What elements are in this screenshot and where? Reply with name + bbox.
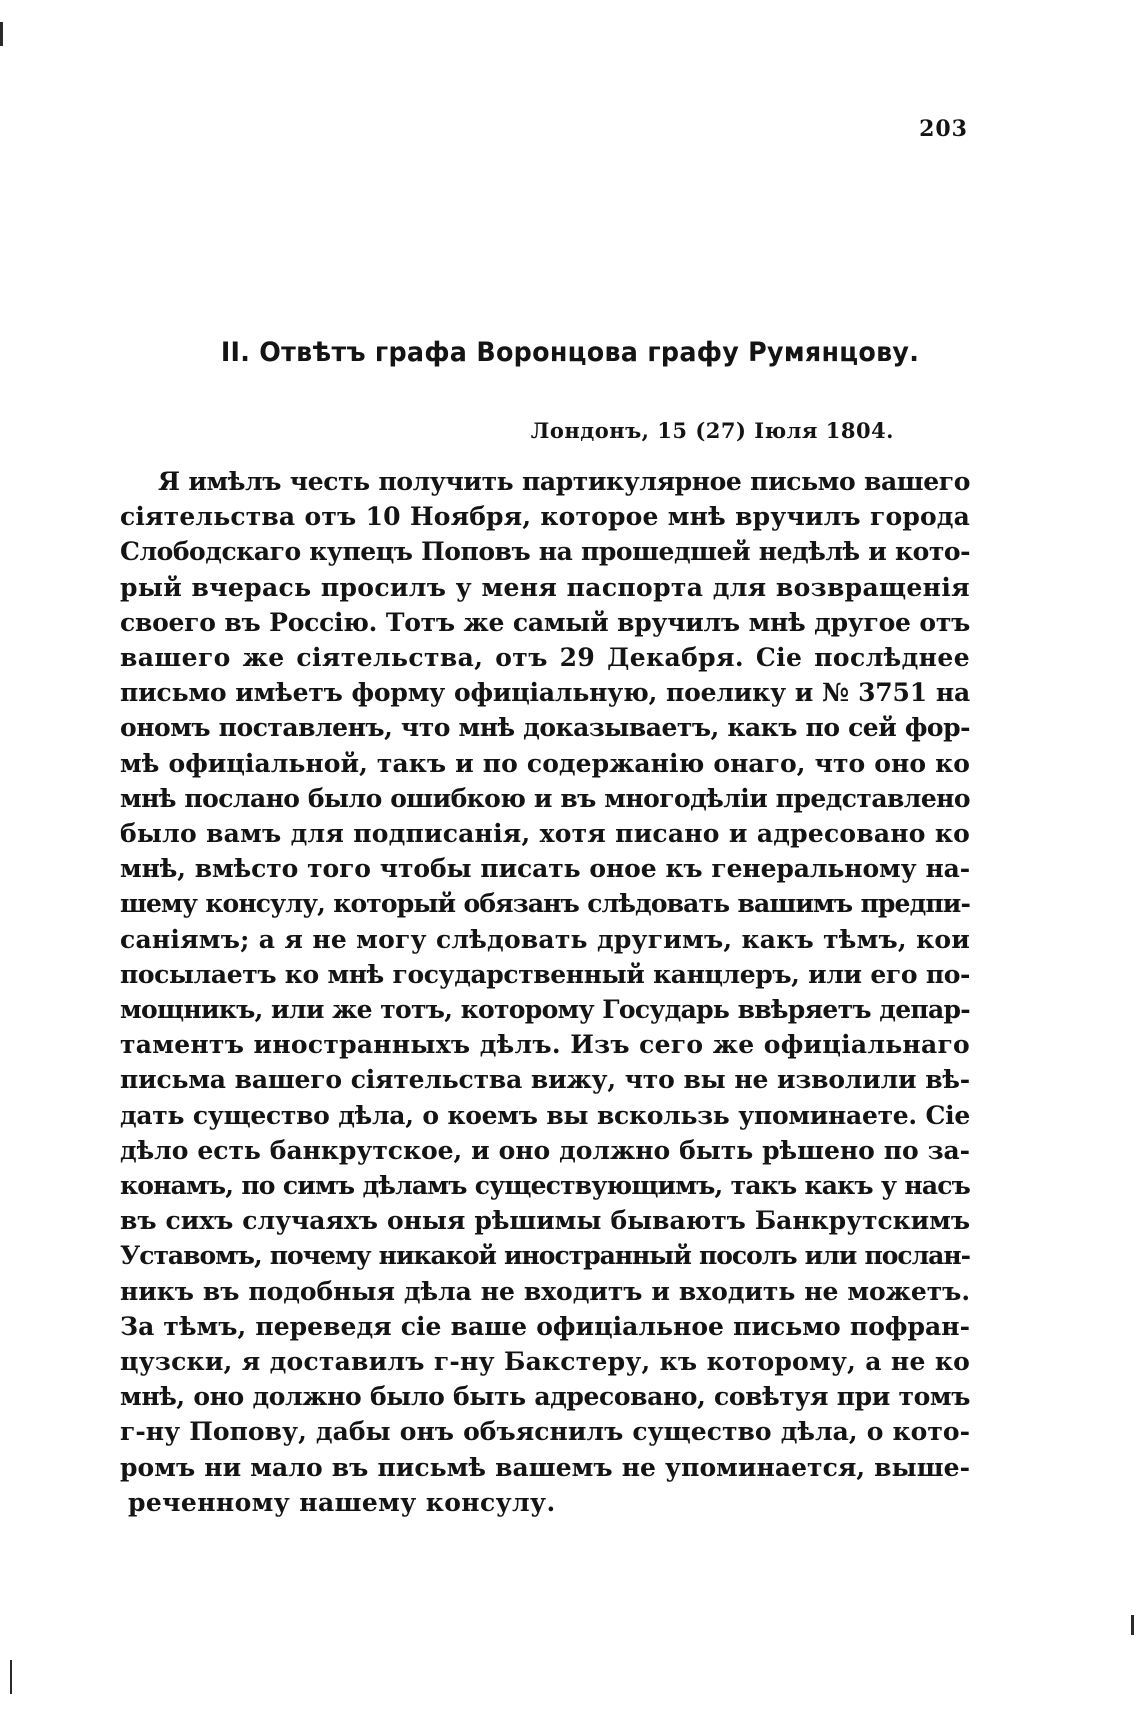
body-line: мнѣ, вмѣсто того чтобы писать оное къ генеральному на- [120, 854, 970, 884]
body-line: посылаетъ ко мнѣ государственный канцлеръ, или его по- [120, 959, 970, 989]
body-line: таментъ иностранныхъ дѣлъ. Изъ сего же офиціальнаго [120, 1030, 970, 1060]
body-line: было вамъ для подписанія, хотя писано и адресовано ко [120, 819, 970, 849]
body-line: мнѣ послано было ошибкою и въ многодѣліи представлено [120, 783, 970, 813]
body-line: никъ въ подобныя дѣла не входитъ и входить не можетъ. [120, 1276, 970, 1306]
section-title: II. Отвѣтъ графа Воронцова графу Румянцову. [220, 337, 920, 368]
scan-edge-mark-bottom-right [1131, 1615, 1134, 1635]
scan-edge-mark-top [0, 22, 3, 46]
body-line: За тѣмъ, переведя сіе ваше офиціальное письмо пофран- [120, 1311, 970, 1341]
letter-body [120, 464, 970, 1520]
body-line: письмо имѣетъ форму офиціальную, поелику и № 3751 на [120, 678, 970, 708]
body-line: конамъ, по симъ дѣламъ существующимъ, такъ какъ у насъ [120, 1171, 970, 1201]
scan-edge-mark-bottom [10, 1660, 12, 1694]
body-line: Уставомъ, почему никакой иностранный посолъ или послан- [120, 1241, 970, 1271]
body-line: рый вчерась просилъ у меня паспорта для возвращенія [120, 572, 970, 602]
body-line: мощникъ, или же тотъ, которому Государь ввѣряетъ депар- [120, 995, 970, 1025]
dateline: Лондонъ, 15 (27) Іюля 1804. [530, 418, 894, 443]
body-line: въ сихъ случаяхъ оныя рѣшимы бываютъ Банкрутскимъ [120, 1206, 970, 1236]
body-line: Слободскаго купецъ Поповъ на прошедшей недѣлѣ и кото- [120, 537, 970, 567]
body-line: письма вашего сіятельства вижу, что вы не изволили вѣ- [120, 1065, 970, 1095]
body-line: саніямъ; а я не могу слѣдовать другимъ, какъ тѣмъ, кои [120, 924, 970, 954]
body-line: реченному нашему консулу. [128, 1487, 556, 1517]
body-line: г-ну Попову, дабы онъ объяснилъ существо дѣла, о кото- [120, 1417, 970, 1447]
body-line: дать существо дѣла, о коемъ вы вскользь упоминаете. Сіе [120, 1100, 970, 1130]
body-line: дѣло есть банкрутское, и оно должно быть рѣшено по за- [120, 1135, 970, 1165]
body-line: Я имѣлъ честь получить партикулярное письмо вашего [158, 467, 970, 496]
body-line: шему консулу, который обязанъ слѣдовать вашимъ предпи- [120, 889, 970, 919]
body-line: мнѣ, оно должно было быть адресовано, совѣтуя при томъ [120, 1382, 970, 1412]
body-line: мѣ офиціальной, такъ и по содержанію онаго, что оно ко [120, 748, 970, 778]
body-line: вашего же сіятельства, отъ 29 Декабря. Сіе послѣднее [120, 643, 970, 673]
body-line: ромъ ни мало въ письмѣ вашемъ не упоминается, выше- [120, 1452, 970, 1482]
body-line: сіятельства отъ 10 Ноября, которое мнѣ вручилъ города [120, 502, 970, 532]
body-line: цузски, я доставилъ г-ну Бакстеру, къ которому, а не ко [120, 1347, 970, 1377]
body-line: ономъ поставленъ, что мнѣ доказываетъ, какъ по сей фор- [120, 713, 970, 743]
body-line: своего въ Россію. Тотъ же самый вручилъ мнѣ другое отъ [120, 607, 970, 637]
page-number: 203 [919, 116, 968, 142]
